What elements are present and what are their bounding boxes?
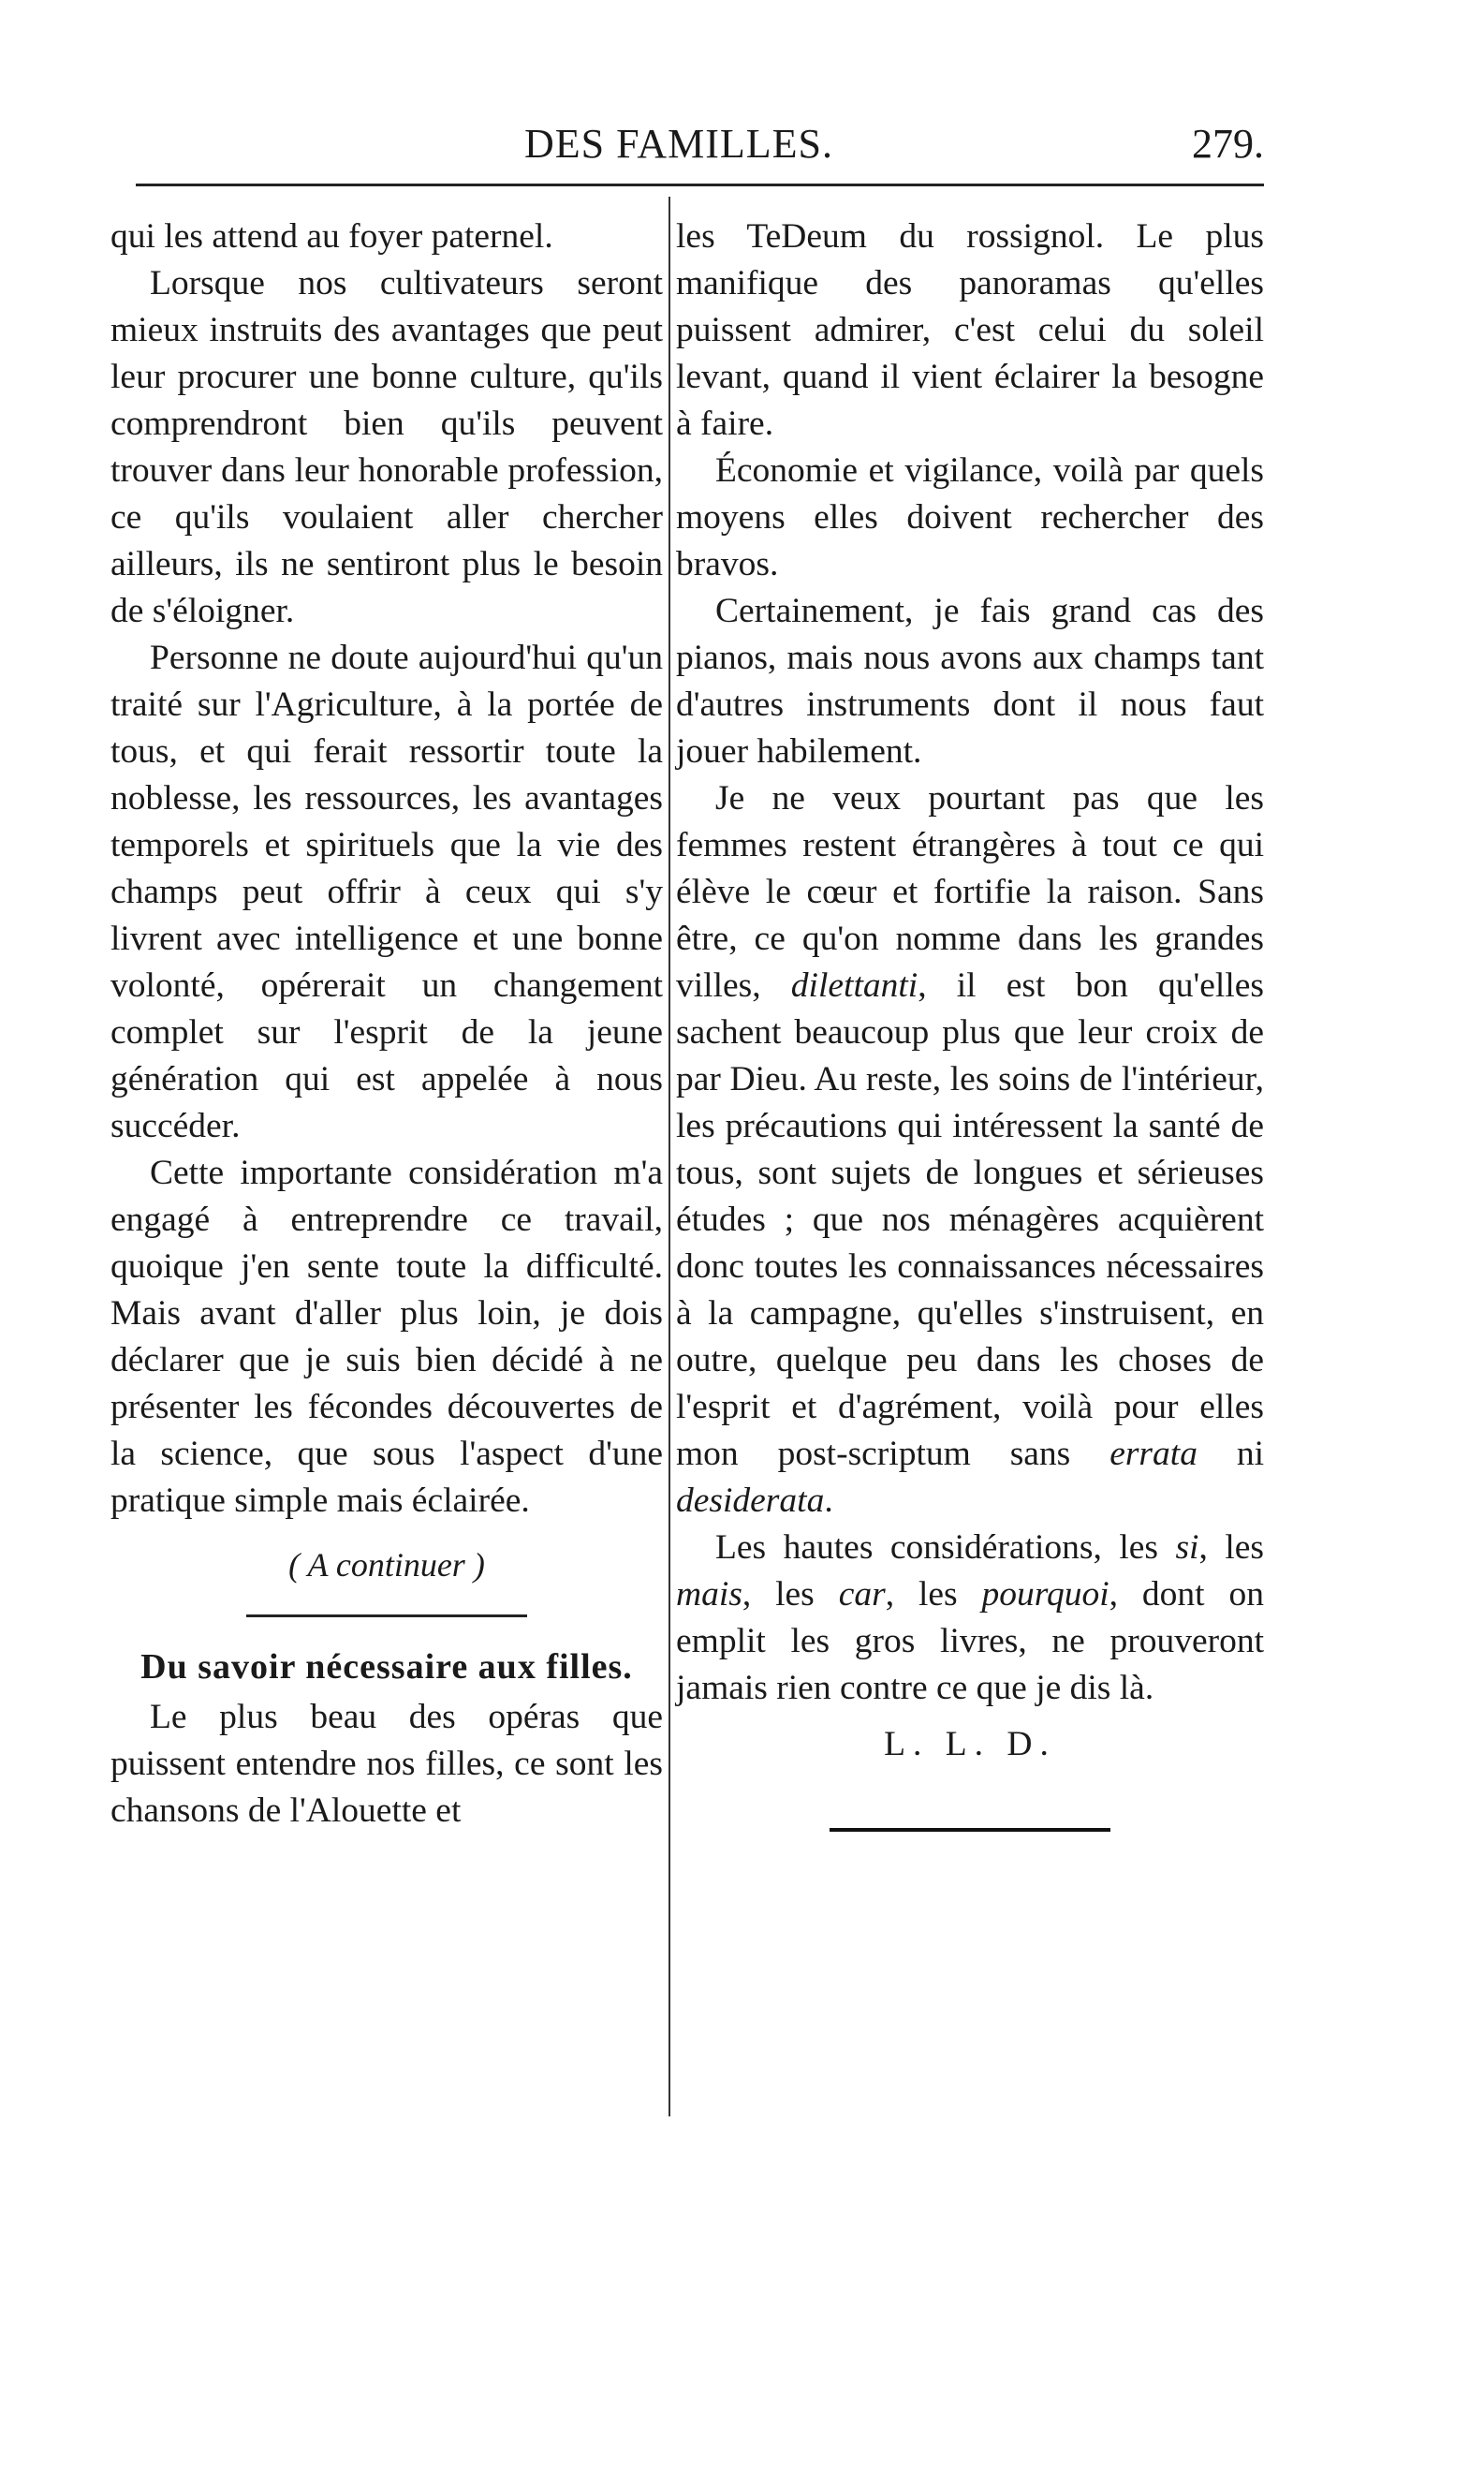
paragraph: Le plus beau des opéras que puissent entendre nos filles, ce sont les chansons de l'Alouette et xyxy=(110,1698,663,1830)
text-run: , les xyxy=(1198,1528,1264,1567)
italic-term: mais xyxy=(676,1575,742,1614)
italic-term: si xyxy=(1175,1528,1199,1567)
paragraph: Personne ne doute aujourd'hui qu'un traité sur l'Agriculture, à la portée de tous, et qui ferait ressortir toute la noblesse, les ressources, les avantages temporels et spirituels que la vie des champs peut offrir à ceux qui s'y livrent avec intelligence et une bonne volonté, opérerait un changement complet sur l'esprit de la jeune génération qui est appelée à nous succéder. xyxy=(110,639,663,1145)
italic-term: errata xyxy=(1109,1435,1197,1473)
section-title: Du savoir nécessaire aux filles. xyxy=(140,1647,633,1687)
page-number: 279. xyxy=(1192,121,1264,167)
text-run: , les xyxy=(885,1575,982,1614)
paragraph: Certainement, je fais grand cas des pianos, mais nous avons aux champs tant d'autres instruments dont il nous faut jouer habilement. xyxy=(676,592,1264,771)
page-header xyxy=(140,120,1264,176)
italic-term: pourquoi xyxy=(981,1575,1109,1614)
section-rule xyxy=(246,1614,527,1617)
paragraph: Lorsque nos cultivateurs seront mieux instruits des avantages que peut leur procurer une bonne culture, qu'ils comprendront bien qu'ils peuvent trouver dans leur honorable profession, ce qu'ils voulaient aller chercher ailleurs, ils ne sentiront plus le besoin de s'éloigner. xyxy=(110,264,663,630)
text-run: Les hautes considérations, les xyxy=(715,1528,1176,1567)
italic-term: car xyxy=(838,1575,886,1614)
text-run: , les xyxy=(742,1575,839,1614)
left-column xyxy=(110,214,663,1835)
paragraph xyxy=(676,1525,1264,1712)
header-rule xyxy=(136,184,1264,186)
running-title: DES FAMILLES. xyxy=(524,121,833,167)
paragraph xyxy=(676,775,1264,1525)
paragraph: les TeDeum du rossignol. Le plus manifique des panoramas qu'elles puissent admirer, c'est celui du soleil levant, quand il vient éclairer la besogne à faire. xyxy=(676,217,1264,443)
paragraph: Cette importante considération m'a engagé à entreprendre ce travail, quoique j'en sente toute la difficulté. Mais avant d'aller plus loin, je dois déclarer que je suis bien décidé à ne présenter les fécondes découvertes de la science, que sous l'aspect d'une pratique simple mais éclairée. xyxy=(110,1154,663,1520)
text-run: Je ne veux pourtant pas que les femmes restent étrangères à tout ce qui élève le cœur et fortifie la raison. Sans être, ce qu'on nomme dans les grandes villes, xyxy=(676,779,1264,1005)
signature: L. L. D. xyxy=(884,1725,1056,1763)
paragraph: Économie et vigilance, voilà par quels moyens elles doivent rechercher des bravos. xyxy=(676,451,1264,583)
end-rule xyxy=(830,1828,1110,1832)
text-run: ni xyxy=(1197,1435,1265,1473)
italic-term: desiderata xyxy=(676,1481,825,1520)
right-column xyxy=(676,214,1264,1832)
column-divider xyxy=(669,197,670,2116)
paragraph: qui les attend au foyer paternel. xyxy=(110,217,553,256)
continuation-note: ( A continuer ) xyxy=(288,1546,485,1584)
text-run: . xyxy=(824,1481,833,1520)
text-run: , dont on emplit les gros livres, ne prouveront jamais rien contre ce que je dis là. xyxy=(676,1575,1264,1707)
italic-term: dilettanti xyxy=(790,966,918,1005)
text-run: , il est bon qu'elles sachent beaucoup plus que leur croix de par Dieu. Au reste, les soins de l'intérieur, les précautions qui intéressent la santé de tous, sont sujets de longues et sérieuses études ; que nos ménagères acquièrent donc toutes les connaissances nécessaires à la campagne, qu'elles s'instruisent, en outre, quelque peu dans les choses de l'esprit et d'agrément, voilà pour elles mon post-scriptum sans xyxy=(676,966,1264,1473)
